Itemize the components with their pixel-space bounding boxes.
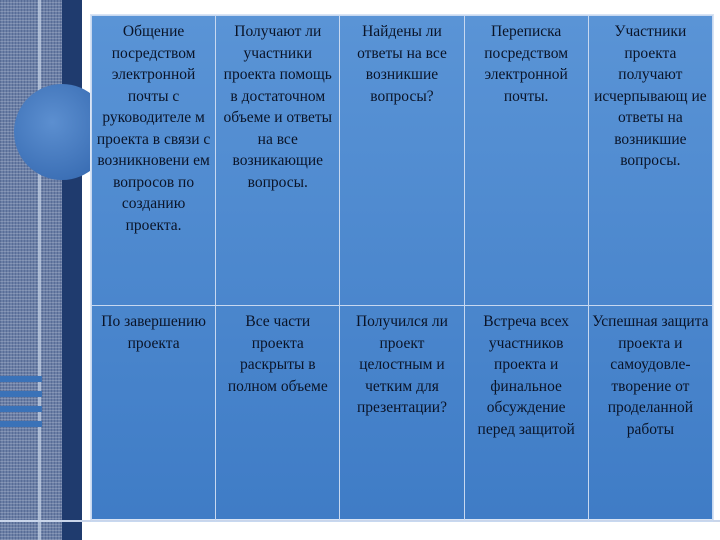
cell-text: Успешная защита проекта и самоудовле- творение от проделанной работы xyxy=(592,313,709,438)
side-dark-bar xyxy=(62,0,82,540)
cell-text: Все части проекта раскрыты в полном объеме xyxy=(227,313,328,395)
cell-text: По завершению проекта xyxy=(101,313,206,352)
stripe xyxy=(0,421,42,427)
cell-text: Переписка посредством электронной почты. xyxy=(484,23,569,105)
decorative-stripes xyxy=(0,376,42,436)
cell-text: Найдены ли ответы на все возникшие вопросы? xyxy=(357,23,447,105)
table-cell xyxy=(588,306,712,522)
table-cell xyxy=(588,16,712,306)
table-row xyxy=(92,306,713,522)
stripe xyxy=(0,376,42,382)
cell-text: Участники проекта получают исчерпывающ ие ответы на возникшие вопросы. xyxy=(594,23,707,169)
side-line xyxy=(38,0,41,540)
table-cell xyxy=(464,16,588,306)
table-cell xyxy=(340,16,464,306)
table-cell xyxy=(340,306,464,522)
side-pattern xyxy=(0,0,62,540)
cell-text: Общение посредством электронной почты с руководителе м проекта в связи с возникновени ем вопросов по созданию проекта. xyxy=(96,23,211,234)
content-table xyxy=(90,14,714,520)
cell-text: Встреча всех участников проекта и финальное обсуждение перед защитой xyxy=(477,313,575,438)
cell-text: Получают ли участники проекта помощь в достаточном объеме и ответы на все возникающие вопросы. xyxy=(223,23,333,191)
table-cell xyxy=(92,16,216,306)
stripe xyxy=(0,406,42,412)
table-row xyxy=(92,16,713,306)
cell-text: Получился ли проект целостным и четким для презентации? xyxy=(355,313,448,416)
stripe xyxy=(0,391,42,397)
table-cell xyxy=(216,306,340,522)
table-cell xyxy=(92,306,216,522)
table-cell xyxy=(464,306,588,522)
table-cell xyxy=(216,16,340,306)
